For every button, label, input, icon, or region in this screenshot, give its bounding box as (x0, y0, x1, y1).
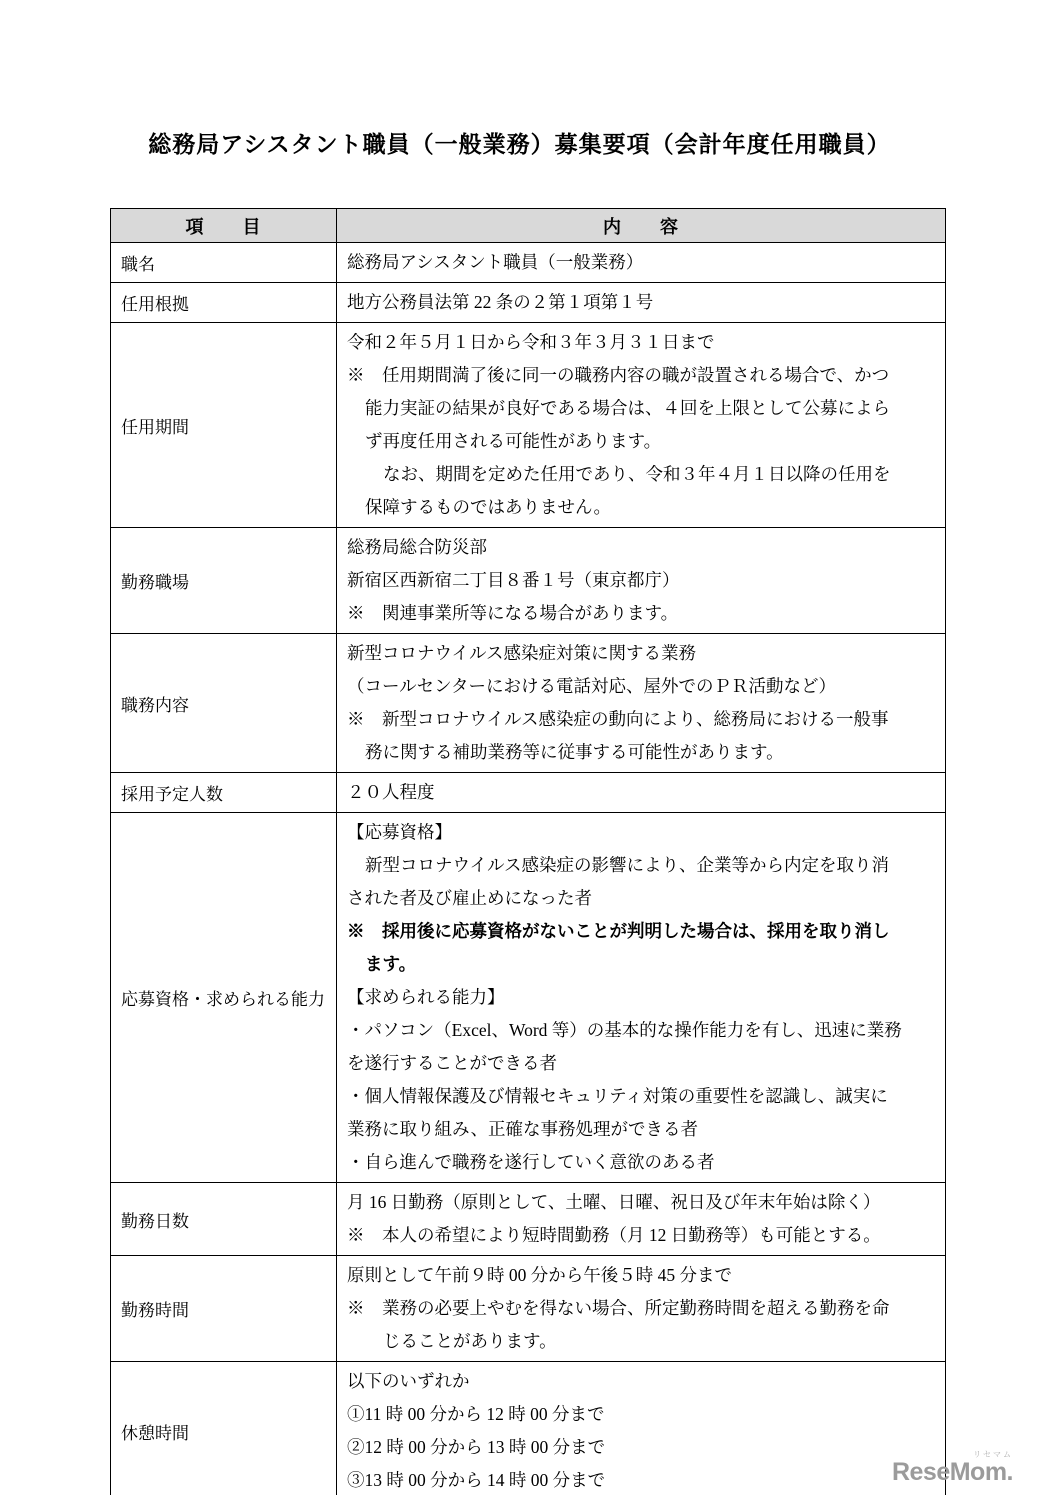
row-content (337, 283, 946, 323)
table-header (111, 209, 946, 243)
content-line: ・パソコン（Excel、Word 等）の基本的な操作能力を有し、迅速に業務 (347, 1020, 902, 1040)
row-content (337, 243, 946, 283)
content-line: された者及び雇止めになった者 (347, 888, 592, 908)
content-line: ※ 新型コロナウイルス感染症の動向により、総務局における一般事 (347, 709, 889, 729)
resemom-logo-text: ReseMom. (891, 1458, 1013, 1486)
table-row (111, 634, 946, 773)
row-label: 任用期間 (111, 323, 337, 528)
content-line: ※ 採用後に応募資格がないことが判明した場合は、採用を取り消し (347, 921, 890, 941)
content-line: 地方公務員法第 22 条の２第１項第１号 (347, 292, 654, 312)
table-body (111, 243, 946, 1495)
content-line: 令和２年５月１日から令和３年３月３１日まで (347, 332, 715, 352)
content-line: なお、期間を定めた任用であり、令和３年４月１日以降の任用を (383, 464, 891, 484)
content-line: を遂行することができる者 (347, 1053, 557, 1073)
content-line: 新型コロナウイルス感染症の影響により、企業等から内定を取り消 (365, 855, 889, 875)
table-row (111, 1256, 946, 1362)
content-line: ※ 本人の希望により短時間勤務（月 12 日勤務等）も可能とする。 (347, 1225, 881, 1245)
content-line: ②12 時 00 分から 13 時 00 分まで (347, 1437, 606, 1457)
content-line: ます。 (365, 954, 417, 974)
content-line: 以下のいずれか (347, 1371, 470, 1391)
row-content (337, 813, 946, 1183)
row-label: 勤務時間 (111, 1256, 337, 1362)
content-line: ※ 関連事業所等になる場合があります。 (347, 603, 679, 623)
content-line: ③13 時 00 分から 14 時 00 分まで (347, 1470, 606, 1490)
content-line: 業務に取り組み、正確な事務処理ができる者 (347, 1119, 699, 1139)
row-label: 採用予定人数 (111, 773, 337, 813)
recruitment-table (110, 208, 946, 1495)
content-line: 新型コロナウイルス感染症対策に関する業務 (347, 643, 696, 663)
content-line: 保障するものではありません。 (365, 497, 612, 517)
row-content (337, 528, 946, 634)
table-row (111, 528, 946, 634)
row-label: 任用根拠 (111, 283, 337, 323)
content-line: 務に関する補助業務等に従事する可能性があります。 (365, 742, 784, 762)
row-label: 職名 (111, 243, 337, 283)
row-label: 勤務職場 (111, 528, 337, 634)
row-content (337, 634, 946, 773)
table-row (111, 323, 946, 528)
content-line: 総務局総合防災部 (347, 537, 487, 557)
row-content (337, 1183, 946, 1256)
content-line: ２０人程度 (347, 782, 435, 802)
content-line: ず再度任用される可能性があります。 (365, 431, 662, 451)
content-line: （コールセンターにおける電話対応、屋外でのＰＲ活動など） (347, 676, 836, 696)
column-header-item: 項 目 (111, 209, 337, 243)
content-line: ※ 任用期間満了後に同一の職務内容の職が設置される場合で、かつ (347, 365, 890, 385)
content-line: ・自ら進んで職務を遂行していく意欲のある者 (347, 1152, 715, 1172)
table-row (111, 283, 946, 323)
row-content (337, 1256, 946, 1362)
resemom-logo (892, 1451, 1013, 1485)
page-title: 総務局アシスタント職員（一般業務）募集要項（会計年度任用職員） (148, 132, 891, 157)
content-line: 月 16 日勤務（原則として、土曜、日曜、祝日及び年末年始は除く） (347, 1192, 881, 1212)
table-row (111, 773, 946, 813)
content-line: ※ 業務の必要上やむを得ない場合、所定勤務時間を超える勤務を命 (347, 1298, 890, 1318)
content-line: 【求められる能力】 (347, 987, 505, 1007)
row-label: 休憩時間 (111, 1362, 337, 1495)
content-line: 能力実証の結果が良好である場合は、４回を上限として公募によら (365, 398, 890, 418)
content-line: 総務局アシスタント職員（一般業務） (347, 252, 644, 272)
content-line: じることがあります。 (383, 1331, 557, 1351)
table-row (111, 1183, 946, 1256)
content-line: 【応募資格】 (347, 822, 452, 842)
table-row (111, 1362, 946, 1495)
column-header-content: 内 容 (337, 209, 946, 243)
content-line: 新宿区西新宿二丁目８番１号（東京都庁） (347, 570, 680, 590)
row-content (337, 1362, 946, 1495)
table-row (111, 813, 946, 1183)
row-label: 勤務日数 (111, 1183, 337, 1256)
table-row (111, 243, 946, 283)
row-content (337, 323, 946, 528)
content-line: ・個人情報保護及び情報セキュリティ対策の重要性を認識し、誠実に (347, 1086, 888, 1106)
resemom-logo-katakana: リセマム (973, 1450, 1013, 1459)
row-label: 応募資格・求められる能力 (111, 813, 337, 1183)
row-content (337, 773, 946, 813)
row-label: 職務内容 (111, 634, 337, 773)
content-line: 原則として午前９時 00 分から午後５時 45 分まで (347, 1265, 732, 1285)
content-line: ①11 時 00 分から 12 時 00 分まで (347, 1404, 605, 1424)
table-header-row (111, 209, 946, 243)
